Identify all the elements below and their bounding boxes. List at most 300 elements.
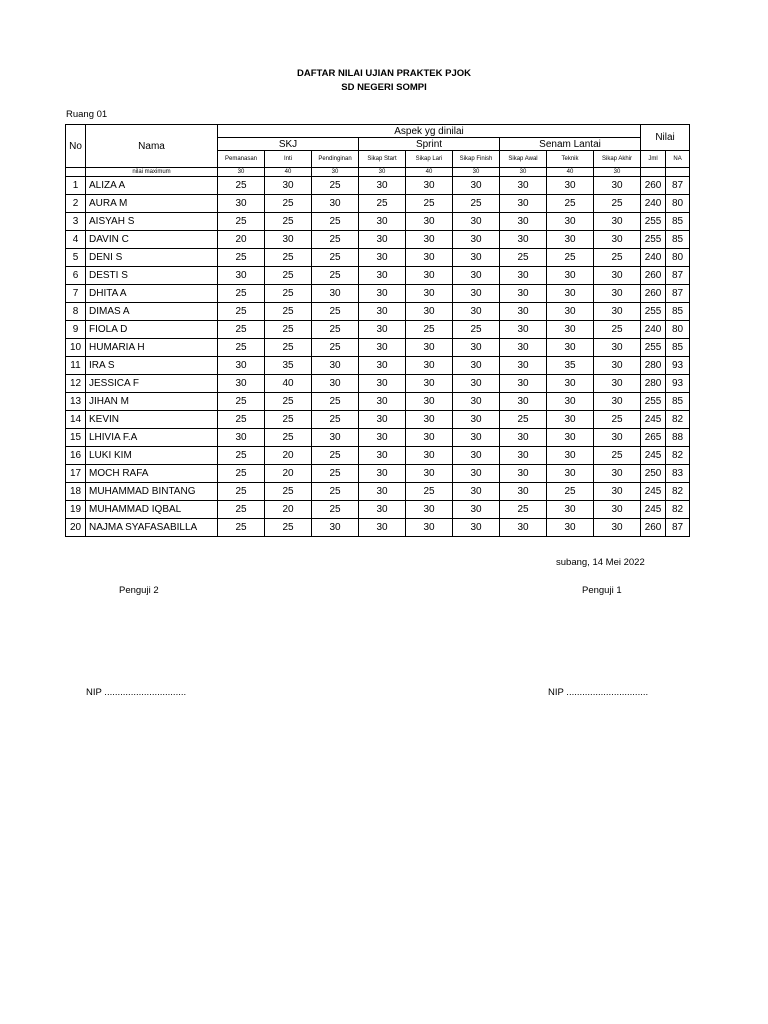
score-cell: 25 [265,213,312,231]
score-cell: 25 [218,285,265,303]
score-cell: 30 [406,267,453,285]
score-cell: 30 [500,429,547,447]
score-cell: 30 [500,339,547,357]
row-number: 16 [66,447,86,465]
score-cell: 30 [547,213,594,231]
max-value: 30 [312,168,359,177]
row-number: 18 [66,483,86,501]
score-cell: 30 [359,411,406,429]
nip-left: NIP ............................... [86,687,187,698]
score-cell: 30 [547,501,594,519]
final-na: 85 [666,213,690,231]
score-cell: 30 [500,357,547,375]
score-cell: 30 [406,249,453,267]
score-cell: 30 [500,285,547,303]
score-cell: 25 [218,303,265,321]
total-jml: 280 [641,375,666,393]
score-cell: 25 [312,267,359,285]
score-cell: 30 [594,177,641,195]
table-row [66,195,690,213]
student-name: HUMARIA H [86,339,218,357]
table-row [66,375,690,393]
score-cell: 30 [453,303,500,321]
table-row [66,213,690,231]
score-table [65,124,690,537]
score-cell: 30 [312,357,359,375]
score-cell: 30 [406,357,453,375]
score-cell: 25 [265,411,312,429]
score-cell: 25 [359,195,406,213]
score-cell: 30 [547,321,594,339]
group-sprint: Sprint [359,138,500,151]
score-cell: 30 [453,339,500,357]
score-cell: 30 [406,411,453,429]
score-cell: 30 [453,357,500,375]
score-cell: 30 [359,375,406,393]
score-cell: 30 [359,357,406,375]
score-cell: 30 [453,267,500,285]
final-na: 85 [666,339,690,357]
max-label: nilai maximum [86,168,218,177]
header-nama: Nama [86,125,218,168]
score-cell: 25 [547,195,594,213]
penguji-1-label: Penguji 1 [582,585,622,596]
total-jml: 245 [641,411,666,429]
score-cell: 30 [453,393,500,411]
total-jml: 240 [641,249,666,267]
score-cell: 30 [594,231,641,249]
row-number: 12 [66,375,86,393]
score-cell: 25 [218,321,265,339]
row-number: 20 [66,519,86,537]
score-cell: 25 [218,177,265,195]
header-no: No [66,125,86,168]
score-cell: 35 [547,357,594,375]
score-cell: 30 [594,267,641,285]
score-cell: 25 [218,501,265,519]
student-name: DHITA A [86,285,218,303]
score-cell: 30 [359,177,406,195]
final-na: 82 [666,411,690,429]
score-cell: 25 [312,249,359,267]
sub-pendinginan: Pendinginan [312,151,359,168]
max-value: 40 [406,168,453,177]
row-number: 14 [66,411,86,429]
score-cell: 25 [265,339,312,357]
score-cell: 30 [406,303,453,321]
score-cell: 30 [453,213,500,231]
max-jml-blank [641,168,666,177]
score-cell: 25 [218,393,265,411]
score-cell: 30 [500,465,547,483]
table-row [66,267,690,285]
score-cell: 30 [594,483,641,501]
score-cell: 30 [359,519,406,537]
table-row [66,411,690,429]
score-cell: 30 [500,519,547,537]
table-row [66,465,690,483]
table-row [66,249,690,267]
score-cell: 30 [406,429,453,447]
school-name: SD NEGERI SOMPI [341,82,427,93]
score-cell: 25 [312,213,359,231]
table-row [66,339,690,357]
score-cell: 30 [453,177,500,195]
row-number: 8 [66,303,86,321]
score-cell: 30 [500,213,547,231]
score-cell: 30 [594,285,641,303]
score-cell: 30 [406,177,453,195]
score-cell: 25 [218,447,265,465]
score-cell: 30 [500,177,547,195]
score-cell: 30 [359,501,406,519]
student-name: ALIZA A [86,177,218,195]
score-cell: 30 [359,321,406,339]
penguji-2-label: Penguji 2 [119,585,159,596]
score-cell: 30 [594,465,641,483]
final-na: 93 [666,375,690,393]
student-name: KEVIN [86,411,218,429]
score-cell: 30 [312,429,359,447]
score-cell: 30 [359,393,406,411]
total-jml: 255 [641,213,666,231]
score-cell: 25 [312,393,359,411]
score-cell: 25 [547,483,594,501]
score-cell: 30 [453,375,500,393]
score-cell: 30 [406,285,453,303]
score-cell: 30 [453,249,500,267]
score-cell: 25 [594,447,641,465]
row-number: 2 [66,195,86,213]
score-cell: 25 [406,195,453,213]
student-name: LUKI KIM [86,447,218,465]
score-cell: 30 [500,195,547,213]
table-row [66,519,690,537]
score-cell: 25 [594,249,641,267]
score-cell: 30 [265,177,312,195]
final-na: 87 [666,285,690,303]
score-cell: 30 [406,231,453,249]
score-cell: 30 [312,285,359,303]
group-senam-lantai: Senam Lantai [500,138,641,151]
score-cell: 25 [312,339,359,357]
score-cell: 25 [312,177,359,195]
final-na: 80 [666,249,690,267]
score-cell: 30 [594,429,641,447]
score-cell: 25 [500,411,547,429]
score-cell: 30 [500,483,547,501]
student-name: JIHAN M [86,393,218,411]
final-na: 83 [666,465,690,483]
total-jml: 250 [641,465,666,483]
score-cell: 30 [594,357,641,375]
score-cell: 30 [406,393,453,411]
student-name: IRA S [86,357,218,375]
score-cell: 25 [265,321,312,339]
score-cell: 30 [359,429,406,447]
score-cell: 30 [500,393,547,411]
row-number: 5 [66,249,86,267]
score-cell: 30 [359,483,406,501]
sub-sikap-akhir: Sikap Akhir [594,151,641,168]
student-name: LHIVIA F.A [86,429,218,447]
total-jml: 240 [641,195,666,213]
score-cell: 30 [594,519,641,537]
row-number: 10 [66,339,86,357]
total-jml: 255 [641,339,666,357]
max-blank [66,168,86,177]
score-cell: 30 [547,411,594,429]
score-cell: 30 [547,375,594,393]
score-cell: 25 [312,231,359,249]
final-na: 82 [666,447,690,465]
max-na-blank [666,168,690,177]
max-value: 30 [218,168,265,177]
table-row [66,285,690,303]
score-cell: 25 [265,519,312,537]
score-cell: 30 [547,339,594,357]
score-cell: 25 [265,393,312,411]
sub-sikap-finish: Sikap Finish [453,151,500,168]
final-na: 82 [666,483,690,501]
score-cell: 30 [500,375,547,393]
score-cell: 25 [406,321,453,339]
score-cell: 30 [218,375,265,393]
header-nilai: Nilai [641,125,690,151]
score-cell: 30 [359,267,406,285]
final-na: 80 [666,321,690,339]
score-cell: 30 [359,465,406,483]
score-cell: 20 [218,231,265,249]
score-cell: 25 [406,483,453,501]
score-cell: 25 [265,195,312,213]
score-cell: 25 [218,249,265,267]
score-cell: 30 [359,339,406,357]
total-jml: 260 [641,519,666,537]
score-cell: 30 [453,483,500,501]
score-cell: 25 [265,267,312,285]
row-number: 17 [66,465,86,483]
row-number: 3 [66,213,86,231]
header-aspek: Aspek yg dinilai [218,125,641,138]
max-value: 40 [265,168,312,177]
table-row [66,429,690,447]
student-name: AISYAH S [86,213,218,231]
score-cell: 35 [265,357,312,375]
score-cell: 30 [594,375,641,393]
score-cell: 30 [547,267,594,285]
total-jml: 260 [641,285,666,303]
score-cell: 25 [312,447,359,465]
score-cell: 30 [453,519,500,537]
sub-sikap-lari: Sikap Lari [406,151,453,168]
score-cell: 20 [265,465,312,483]
total-jml: 260 [641,177,666,195]
score-cell: 30 [453,285,500,303]
total-jml: 280 [641,357,666,375]
row-number: 9 [66,321,86,339]
score-cell: 25 [312,501,359,519]
final-na: 85 [666,393,690,411]
score-cell: 30 [359,231,406,249]
sub-inti: Inti [265,151,312,168]
sub-teknik: Teknik [547,151,594,168]
final-na: 85 [666,303,690,321]
total-jml: 255 [641,393,666,411]
max-value: 30 [359,168,406,177]
document-title: DAFTAR NILAI UJIAN PRAKTEK PJOK [297,68,471,79]
row-number: 1 [66,177,86,195]
score-cell: 25 [594,321,641,339]
score-cell: 25 [594,195,641,213]
total-jml: 260 [641,267,666,285]
score-cell: 30 [218,357,265,375]
score-cell: 30 [453,411,500,429]
score-cell: 30 [406,339,453,357]
sub-jml: Jml [641,151,666,168]
score-cell: 25 [312,321,359,339]
score-cell: 30 [547,285,594,303]
table-row [66,501,690,519]
score-cell: 30 [500,303,547,321]
sub-sikap-awal: Sikap Awal [500,151,547,168]
score-cell: 30 [218,267,265,285]
student-name: DENI S [86,249,218,267]
table-row [66,177,690,195]
group-skj: SKJ [218,138,359,151]
score-cell: 30 [406,519,453,537]
total-jml: 255 [641,231,666,249]
max-value: 30 [500,168,547,177]
total-jml: 255 [641,303,666,321]
final-na: 87 [666,267,690,285]
max-value: 30 [453,168,500,177]
score-cell: 30 [406,447,453,465]
score-cell: 25 [312,483,359,501]
score-cell: 30 [359,249,406,267]
score-cell: 30 [265,231,312,249]
final-na: 85 [666,231,690,249]
student-name: MOCH RAFA [86,465,218,483]
score-cell: 30 [594,339,641,357]
score-cell: 25 [218,411,265,429]
student-name: JESSICA F [86,375,218,393]
score-cell: 25 [265,483,312,501]
table-row [66,357,690,375]
score-cell: 30 [453,447,500,465]
score-cell: 25 [218,465,265,483]
score-cell: 25 [218,483,265,501]
final-na: 87 [666,519,690,537]
score-cell: 30 [594,303,641,321]
score-cell: 30 [547,303,594,321]
row-number: 7 [66,285,86,303]
score-cell: 30 [547,447,594,465]
score-cell: 30 [547,177,594,195]
row-number: 13 [66,393,86,411]
student-name: MUHAMMAD BINTANG [86,483,218,501]
place-date: subang, 14 Mei 2022 [556,557,645,568]
score-cell: 25 [218,213,265,231]
score-cell: 25 [594,411,641,429]
max-value: 40 [547,168,594,177]
score-cell: 40 [265,375,312,393]
score-cell: 30 [312,195,359,213]
student-name: DIMAS A [86,303,218,321]
score-cell: 30 [594,393,641,411]
score-cell: 25 [265,429,312,447]
score-cell: 30 [453,429,500,447]
score-cell: 25 [500,501,547,519]
row-number: 11 [66,357,86,375]
score-cell: 25 [265,285,312,303]
score-cell: 30 [594,213,641,231]
score-cell: 30 [218,195,265,213]
score-cell: 30 [453,231,500,249]
final-na: 82 [666,501,690,519]
score-cell: 25 [265,249,312,267]
score-cell: 30 [359,447,406,465]
final-na: 93 [666,357,690,375]
score-cell: 30 [406,501,453,519]
row-number: 4 [66,231,86,249]
score-cell: 30 [453,465,500,483]
student-name: DAVIN C [86,231,218,249]
score-cell: 30 [500,447,547,465]
total-jml: 245 [641,501,666,519]
score-cell: 25 [453,321,500,339]
score-cell: 30 [406,375,453,393]
sub-sikap-start: Sikap Start [359,151,406,168]
score-cell: 25 [500,249,547,267]
total-jml: 240 [641,321,666,339]
score-cell: 30 [406,465,453,483]
score-cell: 20 [265,501,312,519]
max-value: 30 [594,168,641,177]
score-cell: 20 [265,447,312,465]
score-cell: 25 [453,195,500,213]
score-cell: 30 [218,429,265,447]
score-cell: 30 [500,321,547,339]
student-name: DESTI S [86,267,218,285]
row-number: 19 [66,501,86,519]
sub-na: NA [666,151,690,168]
score-cell: 30 [547,465,594,483]
score-cell: 25 [312,303,359,321]
score-cell: 30 [406,213,453,231]
total-jml: 245 [641,447,666,465]
table-row [66,393,690,411]
score-cell: 25 [218,519,265,537]
score-cell: 30 [547,231,594,249]
student-name: FIOLA D [86,321,218,339]
nip-right: NIP ............................... [548,687,649,698]
score-cell: 25 [218,339,265,357]
score-cell: 30 [312,375,359,393]
score-cell: 30 [547,519,594,537]
score-cell: 30 [547,393,594,411]
score-cell: 30 [359,213,406,231]
score-cell: 30 [547,429,594,447]
final-na: 88 [666,429,690,447]
total-jml: 245 [641,483,666,501]
score-cell: 30 [500,231,547,249]
score-cell: 30 [453,501,500,519]
room-label: Ruang 01 [66,109,108,120]
score-cell: 30 [500,267,547,285]
sub-pemanasan: Pemanasan [218,151,265,168]
score-cell: 25 [312,411,359,429]
